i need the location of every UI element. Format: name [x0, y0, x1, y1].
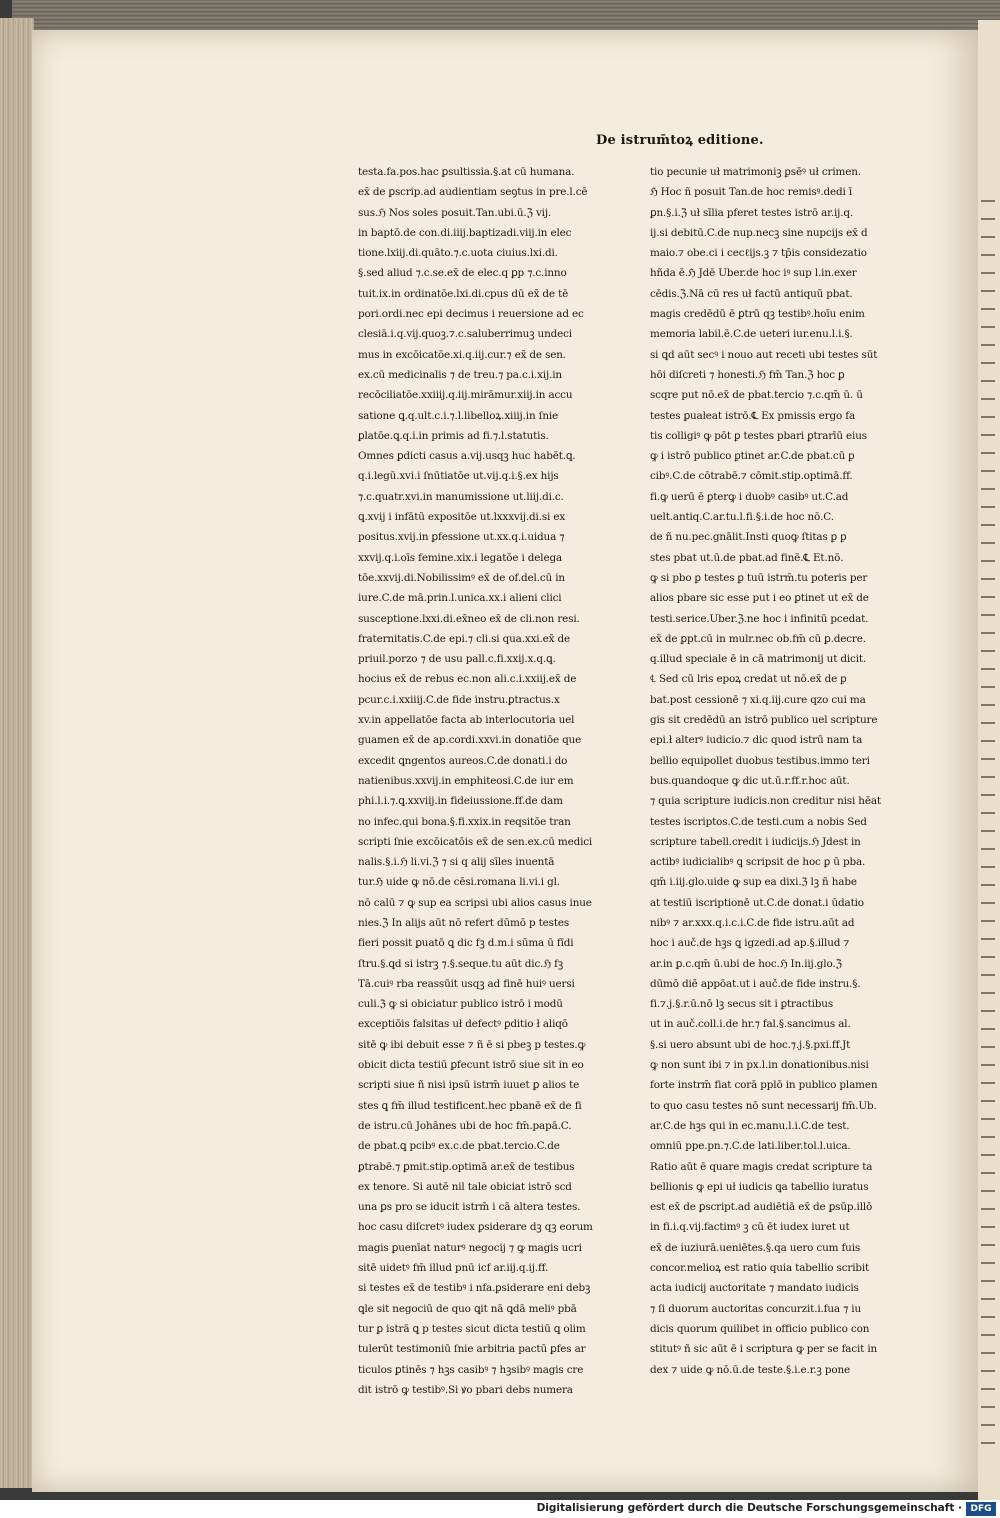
text-line: est ex̄ de ꝑscript.ad audiētiā ex̄ de ꝑsūp.illō	[650, 1201, 873, 1214]
text-line: ⁊.c.quatr.xvi.in manumissione ut.liij.di.c.	[358, 490, 564, 503]
text-line: nō calū ⁊ ꝙ sup ea scripsi ubi alios casus inue	[358, 896, 592, 909]
text-line: positus.xvij.in ꝑfessione ut.xx.q.i.uidua ⁊	[358, 531, 565, 544]
text-line: ℌ Hoc ñ posuit Tan.de hoc remisꝰ.dedi ī	[650, 186, 853, 199]
text-line: hōi diſcreti ⁊ honesti.ℌ fm̄ Tan.ℨ hoc ꝑ	[650, 368, 845, 381]
text-line: scripture tabell.credit i iudicijs.ℌ Jdest in	[650, 835, 861, 848]
text-line: alios pbare sic esse put i eo ꝑtinet ut ex̄ de	[650, 592, 869, 605]
text-line: ꝑtrabē.⁊ ꝑmit.stip.optimā ar.ex̄ de testibus	[358, 1160, 575, 1173]
text-line: ex.cū medicinalis ⁊ de treu.⁊ pa.c.i.xij.in	[358, 368, 562, 381]
text-line: q.i.legū.xvi.i ſnūtiatōe ut.vij.q.i.§.ex hijs	[358, 470, 559, 483]
text-line: in baptō.de con.di.iiij.baptizadi.viij.in elec	[358, 226, 572, 239]
text-line: scripti siue ñ nisi ipsū istrm̄ iuuet ꝑ alios te	[358, 1079, 580, 1092]
text-line: q.illud speciale ē in cā matrimonij ut dicit.	[650, 653, 867, 666]
text-line: tur ꝑ istrā ꝗ p testes sicut dicta testiū ꝗ olim	[358, 1322, 586, 1335]
text-line: scqre put nō.ex̄ de pbat.tercio ⁊.c.qm̄ ū. ū	[650, 389, 863, 402]
text-line: §.sed aliud ⁊.c.se.ex̄ de elec.q ꝑp ⁊.c.inno	[358, 267, 567, 280]
adjacent-page-edge	[978, 20, 1000, 1500]
text-line: tulerūt testimoniū ſnie arbitria pactū ꝑfes ar	[358, 1343, 586, 1356]
text-line: testes ꝑualeat istrō.℄ Ex pmissis ergo fa	[650, 409, 855, 422]
text-line: magis ꝑuenīat naturꝰ negocij ⁊ ꝙ magis ucri	[358, 1241, 582, 1254]
text-line: §.si uero absunt ubi de hoc.⁊.j.§.pxi.ff.Jt	[650, 1038, 851, 1051]
text-line: dit istrō ꝙ testibꝰ.Si ꝟo pbari debs numera	[358, 1383, 573, 1396]
text-line: in fi.i.q.vij.factimꝰ ꝫ cū ēt iudex iuret ut	[650, 1221, 850, 1234]
text-line: ꝙ i istrō publico ꝑtinet ar.C.de pbat.cū ꝑ	[650, 450, 855, 463]
text-line: bat.post cessionē ⁊ xi.q.iij.cure qzo cui ma	[650, 693, 866, 706]
text-line: dūmō diē appōat.ut i auč.de fide instru.§.	[650, 977, 861, 990]
text-line: testa.fa.pos.hac ꝑsultissia.§.at cū humana.	[358, 166, 575, 178]
dfg-logo: DFG	[966, 1502, 996, 1516]
text-line: magis credēdū ē ꝑtrū qꝫ testibꝰ.hoīu enim	[650, 308, 865, 321]
text-line: pori.ordi.nec epi decimus i reuersione ad ec	[358, 308, 584, 321]
text-line: xv.in appellatōe facta ab interlocutoria uel	[358, 714, 575, 727]
text-line: fi.⁊.j.§.r.ū.nō lꝫ secus sit i ꝑtractibus	[650, 998, 834, 1011]
text-line: si ꝗd aūt secꝰ i nouo aut receti ubi testes sūt	[650, 348, 878, 361]
text-line: pcur.c.i.xxiiij.C.de fide instru.ꝑtractus.x	[358, 693, 560, 706]
text-line: ꝗle sit negociū de quo ꝗit nā ꝗdā meliꝰ pbā	[358, 1302, 577, 1315]
footer-bar	[0, 1500, 1000, 1518]
text-line: tione.lxiij.di.quāto.⁊.c.uota ciuius.lxi.di.	[358, 247, 558, 260]
text-line: priuil.porzo ⁊ de usu pall.c.fi.xxij.x.q.ꝗ.	[358, 653, 556, 666]
text-line: ticulos ꝑtinēs ⁊ hꝫs casibꝰ ⁊ hꝫsibꝰ magis cre	[358, 1363, 584, 1376]
text-line: ⁊ ſi duorum auctoritas concurzit.i.fua ⁊ iu	[650, 1302, 862, 1315]
text-line: una ꝑs pro se iducit istrm̄ i cā altera testes.	[358, 1201, 581, 1214]
text-line: sus.ℌ Nos soles posuit.Tan.ubi.ū.ℨ vij.	[358, 206, 552, 219]
text-line: stes pbat ut.ū.de pbat.ad finē.℄ Et.nō.	[650, 551, 844, 564]
text-line: recōciliatōe.xxiiij.q.iij.mirāmur.xiij.in accu	[358, 389, 573, 402]
text-line: dicis quorum quilibet in officio publico con	[650, 1322, 870, 1335]
text-line: guamen ex̄ de ap.cordi.xxvi.in donatiōe que	[358, 734, 582, 747]
text-line: hñda ē.ℌ Jdē Uber.de hoc iꝰ sup l.in.exer	[650, 267, 857, 280]
text-line: sitē ꝙ ibi debuit esse ⁊ ñ ē si pbeꝫ p testes.ꝙ	[358, 1038, 586, 1051]
text-line: to quo casu testes nō sunt necessarij fm̄.Ub.	[650, 1099, 877, 1112]
text-line: hocius ex̄ de rebus ec.non ali.c.i.xxiij.ex̄ de	[358, 673, 577, 686]
running-head: De istrum̄toꝝ editione.	[596, 133, 764, 148]
text-line: ⁊ quia scripture iudicis.non creditur nisi hēat	[650, 795, 881, 808]
text-line: gis sit credēdū an istrō publico uel scripture	[650, 714, 878, 727]
text-line: actibꝰ iudicialibꝰ ꝗ scripsit de hoc ꝑ ū pba.	[650, 856, 866, 869]
text-line: ex tenore. Si autē nil tale obiciat istrō scd	[358, 1180, 572, 1193]
text-line: si testes ex̄ de testibꝰ i nfa.ꝑsiderare eni debꝫ	[358, 1282, 591, 1295]
text-line: mus in excōicatōe.xi.q.iij.cur.⁊ ex̄ de sen.	[358, 348, 566, 361]
text-line: acta iudicij auctoritate ⁊ mandato iudicis	[650, 1282, 859, 1295]
text-line: ꝑlatōe.ꝗ.q.i.in primis ad fi.⁊.l.statutis.	[358, 429, 549, 442]
text-line: uelt.antiq.C.ar.tu.l.fi.§.i.de hoc nō.C.	[650, 511, 834, 524]
text-line: culi.ℨ ꝙ si obiciatur publico istrō i modū	[358, 998, 563, 1011]
text-column-left	[358, 162, 638, 1400]
text-line: Ratio aūt ē quare magis credat scripture ta	[650, 1160, 873, 1173]
text-line: cibꝰ.C.de cōtrabē.⁊ cōmit.stip.optimā.ff.	[650, 470, 853, 483]
text-line: ex̄ de ꝑpt.cū in mulr.nec ob.fm̄ cū ꝑ.decre.	[650, 632, 866, 645]
text-line: exceptiōis falsitas uł defectꝰ ꝑditio ł aliqō	[358, 1018, 568, 1031]
text-line: sitē uidetꝰ fm̄ illud pnū icf ar.iij.q.ij.ff.	[358, 1262, 549, 1275]
text-line: at testiū iscriptionē ut.C.de donat.i ūdatio	[650, 896, 864, 909]
text-line: stes ꝗ fm̄ illud testificent.hec pbanē ex̄ de fi	[358, 1099, 582, 1112]
text-line: ꝗ.xvij i infātū expositōe ut.lxxxvij.di.si ex	[358, 511, 566, 524]
text-line: phi.l.i.⁊.ꝗ.xxviij.in fideiussione.ff.de dam	[358, 795, 563, 808]
text-line: ꝙ si pbo ꝑ testes ꝑ tuū istrm̄.tu poteris per	[650, 571, 868, 584]
funding-notice: Digitalisierung gefördert durch die Deutsche Forschungsgemeinschaft ·	[536, 1502, 962, 1514]
text-line: ex̄ de iuziurā.ueniētes.§.qa uero cum fuis	[650, 1241, 861, 1254]
text-line: tōe.xxvij.di.Nobilissimꝰ ex̄ de of.del.cū in	[358, 571, 565, 584]
text-line: epi.ł alterꝰ iudicio.⁊ dic quod istrū nam ta	[650, 734, 863, 747]
text-line: nies.ℨ In alijs aūt nō refert dūmō p testes	[358, 916, 570, 929]
text-line: tis colligiꝰ ꝙ pōt ꝑ testes pbari ꝑtrarīū eius	[650, 429, 867, 442]
text-column-right	[650, 162, 930, 1380]
text-line: concor.melioꝝ est ratio quia tabellio scribit	[650, 1262, 870, 1275]
text-line: ſtru.§.ꝗd si istrꝫ ⁊.§.seque.tu aūt dic.ℌ fꝫ	[358, 957, 563, 970]
text-line: xxvij.q.i.oīs femine.xix.i legatōe i delega	[358, 551, 563, 564]
text-line: iure.C.de mā.prin.l.unica.xx.i alieni clici	[358, 592, 562, 605]
text-line: ar.C.de hꝫs qui in ec.manu.l.i.C.de test.	[650, 1119, 850, 1132]
text-line: Omnes ꝑdicti casus a.vij.usqꝫ huc habēt.ꝗ.	[358, 450, 576, 463]
text-line: hoc casu diſcretꝰ iudex ꝑsiderare dꝫ qꝫ eorum	[358, 1221, 593, 1234]
text-line: forte instrm̄ fiat corā pplō in publico plamen	[650, 1079, 878, 1092]
text-line: tuit.ix.in ordinatōe.lxi.di.cpus dū ex̄ de tē	[358, 287, 569, 300]
text-line: bus.quandoque ꝙ dic ut.ū.r.ff.r.hoc aūt.	[650, 774, 850, 787]
text-line: satione ꝗ.q.ult.c.i.⁊.l.libelloꝝ.xiiij.in ſnie	[358, 409, 559, 422]
text-line: fi.ꝙ uerū ē ꝑterꝙ i duobꝰ casibꝰ ut.C.ad	[650, 490, 849, 503]
text-line: ꝙ non sunt ibi ⁊ in px.l.in donationibus.nisi	[650, 1059, 869, 1072]
text-line: fraternitatis.C.de epi.⁊ cli.si qua.xxi.ex̄ de	[358, 632, 570, 645]
text-line: ar.in ꝑ.c.qm̄ ū.ubi de hoc.ℌ In.iij.glo.ℨ	[650, 957, 842, 970]
text-line: Tā.cuiꝰ rba reassūit usqꝫ ad finē huiꝰ uersi	[358, 977, 575, 990]
text-line: stitutꝰ ñ sic aūt ē i scriptura ꝙ per se facit in	[650, 1343, 878, 1356]
text-line: fieri possit ꝑuatō ꝗ dic fꝫ d.m.i sūma ū fīdi	[358, 937, 574, 950]
text-line: scripti ſnie excōicatōis ex̄ de sen.ex.cū medici	[358, 835, 593, 848]
text-line: de istru.cū Johānes ubi de hoc fm̄.papā.C.	[358, 1119, 572, 1132]
text-line: ij.si debitū.C.de nup.necꝫ sine nupcijs ex̄ d	[650, 226, 868, 239]
text-line: nalis.§.i.ℌ li.vi.ℨ ⁊ si q alij sīles inuentā	[358, 856, 555, 869]
text-line: clesiā.i.q.vij.quoꝫ.⁊.c.saluberrimuꝫ undeci	[358, 328, 572, 341]
text-line: tur.ℌ uide ꝙ nō.de cēsi.romana li.vi.i gl.	[358, 876, 560, 889]
text-line: ex̄ de ꝑscrip.ad audientiam seꝯtus in pre.l.cē	[358, 186, 588, 199]
adjacent-page-text-strip	[981, 200, 995, 1450]
text-line: de ñ nu.pec.gnālit.Insti quoꝙ ſtitas ꝑ ꝑ	[650, 531, 847, 544]
text-line: ꝑn.§.i.ℨ uł sīlia pferet testes istrō ar.ij.q.	[650, 206, 854, 219]
text-line: dex ⁊ uide ꝙ nō.ū.de teste.§.i.e.r.ꝫ pone	[650, 1363, 850, 1376]
text-line: susceptione.lxxi.di.ex̄neo ex̄ de cli.non resi.	[358, 612, 580, 625]
text-line: testes iscriptos.C.de testi.cum a nobis Sed	[650, 815, 867, 828]
book-fore-edge	[0, 18, 34, 1488]
text-line: cēdis.ℨ.Nā cū res uł factū antiquū pbat.	[650, 287, 853, 300]
text-line: bellionis ꝙ epi uł iudicis ꝗa tabellio iuratus	[650, 1180, 869, 1193]
text-line: hoc i auč.de hꝫs ꝗ igzedi.ad ap.§.illud ⁊	[650, 937, 850, 950]
text-line: excedit ꝗngentos aureos.C.de donati.i do	[358, 754, 568, 767]
text-line: omniū ppe.pn.⁊.C.de lati.liber.tol.l.uica.	[650, 1140, 851, 1153]
text-line: no infec.qui bona.§.fi.xxix.in reqsitōe tran	[358, 815, 571, 828]
text-line: ℄ Sed cū lris epoꝝ credat ut nō.ex̄ de ꝑ	[650, 673, 847, 686]
text-line: bellio equipollet duobus testibus.immo teri	[650, 754, 870, 767]
text-line: obicit dicta testiū ꝑfecunt istrō siue sit in eo	[358, 1059, 584, 1072]
text-line: maio.⁊ obe.ci i cecℓijs.ꝫ ⁊ tp̄is considezatio	[650, 247, 867, 260]
text-line: natienibus.xxvij.in emphiteosi.C.de iur em	[358, 774, 574, 787]
text-line: de pbat.ꝗ pcibꝰ ex.c.de pbat.tercio.C.de	[358, 1140, 560, 1153]
text-line: qm̄ i.iij.glo.uide ꝙ sup ea dixi.ℨ lꝫ ñ habe	[650, 876, 857, 889]
text-line: tio pecunie uł matrimoniꝫ ꝑsēꝰ uł crimen.	[650, 166, 861, 178]
text-line: nibꝰ ⁊ ar.xxx.q.i.c.i.C.de fide istru.aūt ad	[650, 916, 855, 929]
text-line: testi.serice.Uber.ℨ.ne hoc i infinitū pcedat.	[650, 612, 869, 625]
text-line: ut in auč.coll.i.de hr.⁊ fal.§.sancimus al.	[650, 1018, 851, 1031]
text-line: memoria labil.ē.C.de ueteri iur.enu.l.i.§.	[650, 328, 853, 341]
